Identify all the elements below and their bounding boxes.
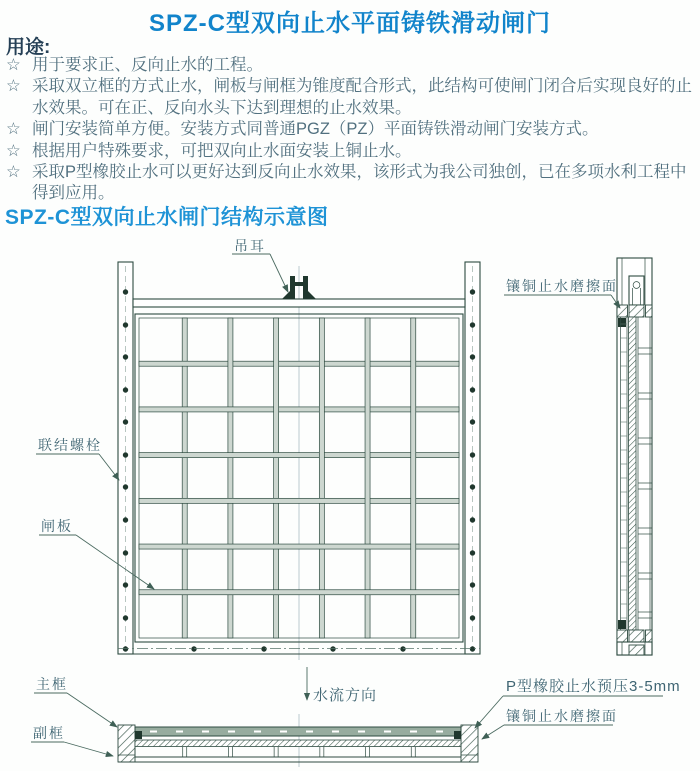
label-flow-direction: 水流方向 xyxy=(313,687,378,704)
bolt-dot xyxy=(123,615,128,620)
label-gate-plate: 闸板 xyxy=(41,518,73,534)
star-bullet-icon: ☆ xyxy=(6,77,21,96)
horizontal-rib xyxy=(139,590,459,595)
bolt-dot xyxy=(470,484,475,489)
bolt-dot xyxy=(123,354,128,359)
band-mark xyxy=(332,731,339,733)
bolt-dot xyxy=(330,646,335,651)
band-mark xyxy=(280,731,287,733)
side-lifting-lug xyxy=(629,276,644,305)
band-mark xyxy=(436,731,443,733)
band-mark xyxy=(384,731,391,733)
label-copper-seal-bottom: 镶铜止水磨擦面 xyxy=(506,708,618,724)
main-frame-section-left xyxy=(118,725,135,762)
bolt-dot xyxy=(470,615,475,620)
star-bullet-icon: ☆ xyxy=(6,141,21,160)
band-mark xyxy=(150,731,157,733)
band-mark xyxy=(176,731,183,733)
bolt-dot xyxy=(470,387,475,392)
label-lifting-ear: 吊耳 xyxy=(234,238,266,254)
bolt-dot xyxy=(470,419,475,424)
top-beam xyxy=(133,299,465,307)
flow-direction xyxy=(307,667,377,704)
bolt-dot xyxy=(470,582,475,587)
bolt-dot xyxy=(470,322,475,327)
rubber-seal-top xyxy=(618,318,626,327)
bolt-dot xyxy=(470,289,475,294)
label-p-rubber-seal: P型橡胶止水预压3-5mm xyxy=(506,678,681,695)
p-rubber-seal-left xyxy=(135,731,142,739)
usage-heading: 用途: xyxy=(6,37,51,58)
plate-hatch-strip xyxy=(135,740,461,747)
bolt-dot xyxy=(470,452,475,457)
rubber-seal-bottom-side xyxy=(618,620,626,629)
label-sub-frame: 副框 xyxy=(33,725,65,741)
p-rubber-seal-right xyxy=(454,731,461,739)
bolt-dot xyxy=(123,646,128,651)
bottom-section-view xyxy=(118,714,478,767)
bolt-dot xyxy=(191,646,196,651)
bolt-dot xyxy=(470,550,475,555)
bolt-dot xyxy=(123,452,128,457)
bolt-dot xyxy=(261,646,266,651)
band-mark xyxy=(306,731,313,733)
copper-seal-block-top xyxy=(617,305,628,317)
bolt-dot xyxy=(470,646,475,651)
bolt-dot xyxy=(400,646,405,651)
band-mark xyxy=(228,731,235,733)
main-frame-section-right xyxy=(461,725,478,762)
band-mark xyxy=(410,731,417,733)
band-mark xyxy=(202,731,209,733)
label-connecting-bolt: 联结螺栓 xyxy=(38,437,102,453)
label-copper-seal-top: 镶铜止水磨擦面 xyxy=(506,278,618,294)
bolt-dot xyxy=(123,582,128,587)
usage-item-text: 用于要求正、反向止水的工程。 xyxy=(32,56,263,74)
bolt-dot xyxy=(123,550,128,555)
side-view xyxy=(617,258,652,655)
bolt-dot xyxy=(123,517,128,522)
usage-item-text: 采取P型橡胶止水可以更好达到反向止水效果，该形式为我公司独创，已在多项水利工程中得到应用。 xyxy=(32,163,687,203)
front-view xyxy=(118,262,480,660)
bolt-dot xyxy=(123,322,128,327)
bolt-dot xyxy=(123,387,128,392)
bolt-dot xyxy=(470,517,475,522)
diagram-subtitle: SPZ-C型双向止水闸门结构示意图 xyxy=(5,206,329,229)
band-mark xyxy=(358,731,365,733)
bolt-dot xyxy=(123,484,128,489)
plate-section xyxy=(629,317,637,630)
label-main-frame: 主框 xyxy=(36,676,68,692)
usage-item-text: 闸门安装简单方便。安装方式同普通PGZ（PZ）平面铸铁滑动闸门安装方式。 xyxy=(32,120,599,139)
usage-item-text: 根据用户特殊要求，可把双向止水面安装上铜止水。 xyxy=(32,141,412,160)
bolt-dot xyxy=(470,354,475,359)
star-bullet-icon: ☆ xyxy=(6,163,21,182)
band-mark xyxy=(254,731,261,733)
bolt-dot xyxy=(123,289,128,294)
copper-seal-block-bottom xyxy=(617,630,628,642)
page-title: SPZ-C型双向止水平面铸铁滑动闸门 xyxy=(149,10,551,37)
star-bullet-icon: ☆ xyxy=(6,120,21,139)
bolt-dot xyxy=(123,419,128,424)
usage-item-text: 采取双立框的方式止水，闸板与闸框为锥度配合形式，此结构可使闸门闭合后实现良好的止水效果。可在正、反向水头下达到理想的止水效果。 xyxy=(32,77,692,117)
star-bullet-icon: ☆ xyxy=(6,56,21,74)
